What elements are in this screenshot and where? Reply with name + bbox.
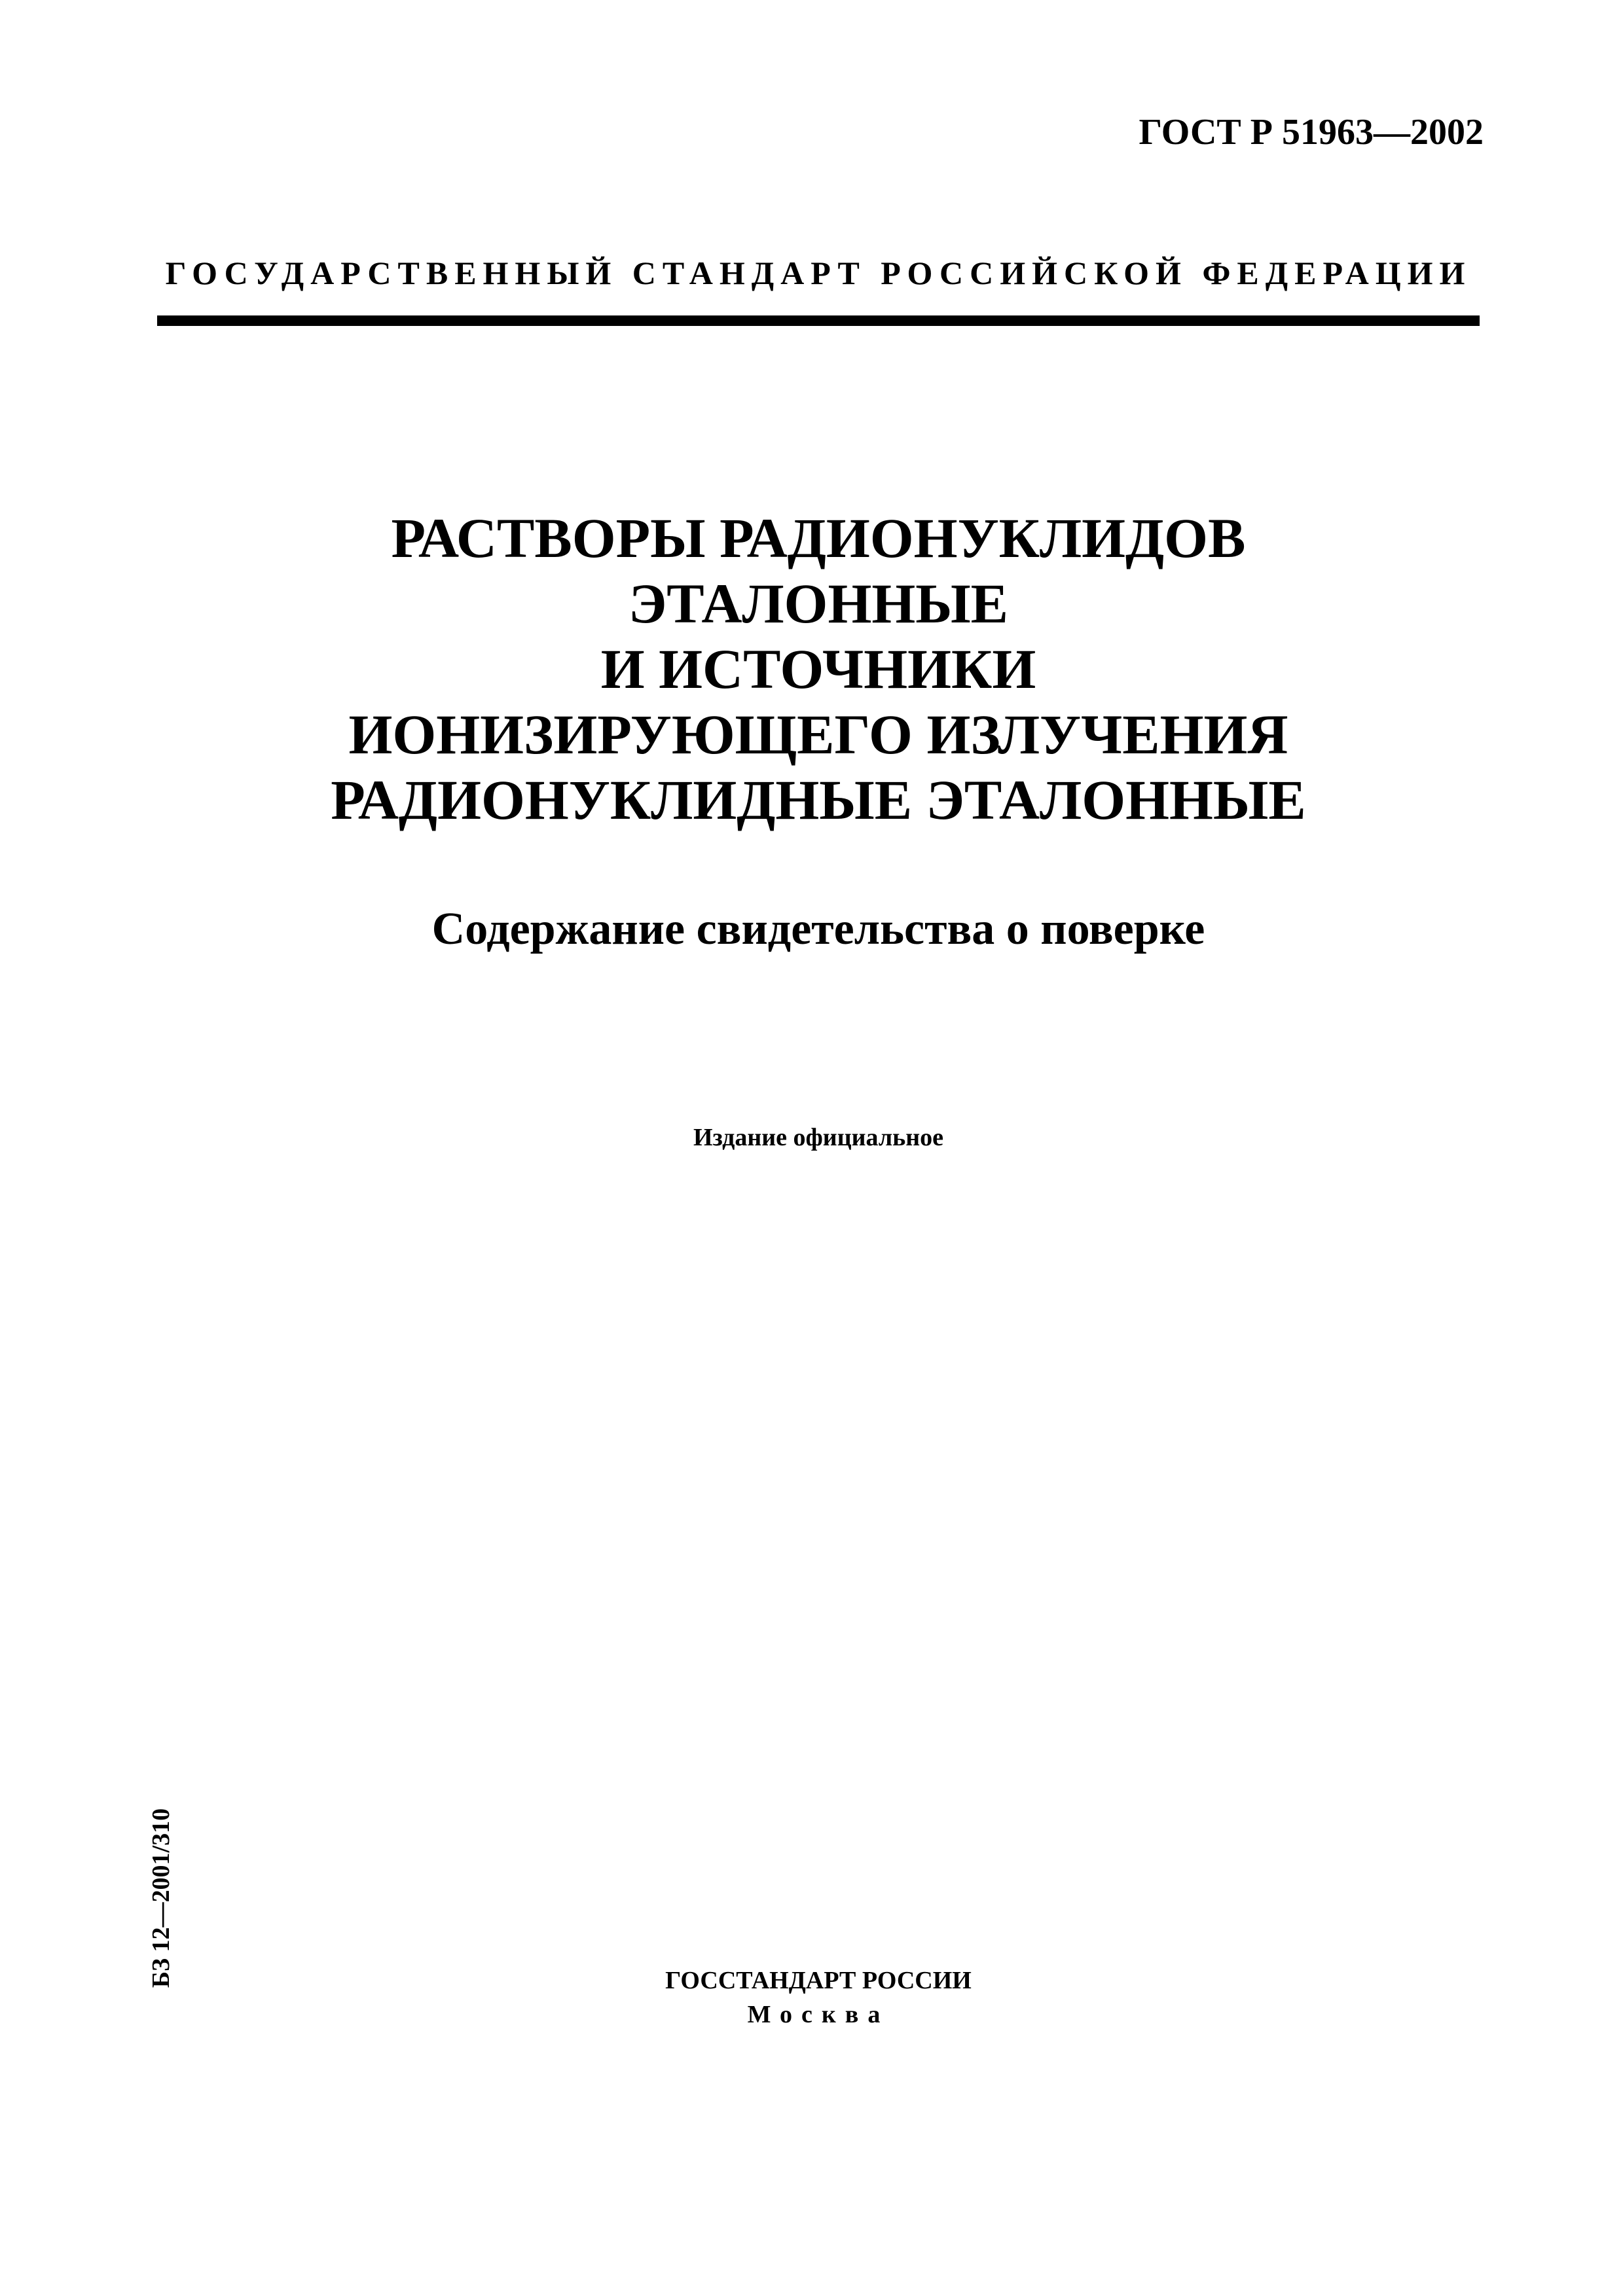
publisher-name: ГОССТАНДАРТ РОССИИ (665, 1967, 972, 1994)
document-number: ГОСТ Р 51963—2002 (1139, 112, 1484, 152)
title-line: И ИСТОЧНИКИ (600, 637, 1036, 700)
publisher-block (157, 1964, 1480, 2032)
document-subtitle: Содержание свидетельства о поверке (431, 904, 1205, 954)
title-line: РАДИОНУКЛИДНЫЕ ЭТАЛОННЫЕ (331, 768, 1306, 831)
title-line: РАСТВОРЫ РАДИОНУКЛИДОВ (391, 507, 1246, 569)
header-divider (157, 315, 1480, 326)
document-title (157, 505, 1480, 833)
publisher-city: Москва (747, 2001, 890, 2028)
edition-label: Издание официальное (693, 1124, 943, 1151)
title-line: ИОНИЗИРУЮЩЕГО ИЗЛУЧЕНИЯ (348, 703, 1288, 766)
title-line: ЭТАЛОННЫЕ (628, 572, 1009, 635)
state-standard-heading: ГОСУДАРСТВЕННЫЙ СТАНДАРТ РОССИЙСКОЙ ФЕДЕРАЦИИ (165, 255, 1472, 291)
side-code: БЗ 12—2001/310 (147, 1808, 175, 1988)
